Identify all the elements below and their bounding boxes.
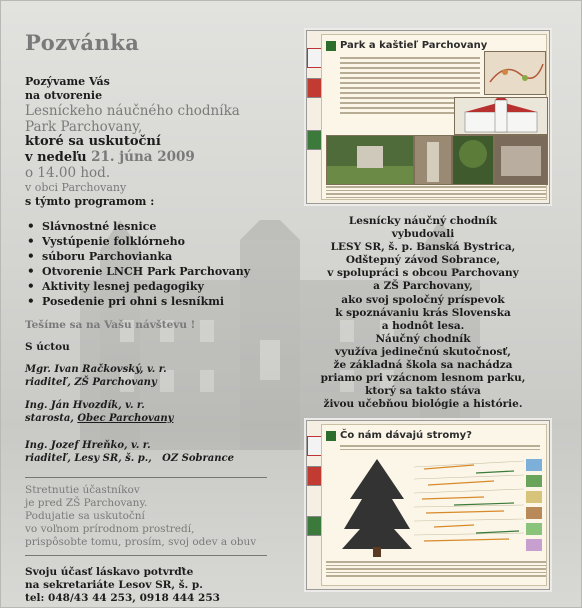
program-item: • Otvorenie LNCH Park Parchovany (25, 264, 295, 279)
program-item-continuation: • súboru Parchovianka (25, 249, 295, 264)
trail-description: Lesnícky náučný chodník vybudovali LESY SR, š. p. Banská Bystrica, Odštepný závod Sobrance, v spolupráci s obcou Parchovany a ZŠ Parchovany, ako svoj spoločný príspevok k spoznávaniu krás Slovenska a hodnôt lesa. Náučný chodník využíva jedinečnú skutočnosť, že základná škola sa nachádza priamo pri vzácnom lesnom parku, ktorý sa takto stáva živou učebňou biológie a histórie. (320, 215, 526, 411)
program-list (25, 219, 295, 309)
event-place: v obci Parchovany (25, 181, 127, 194)
tree-photo-image (452, 135, 494, 185)
poster-title-marker (326, 41, 336, 51)
signature-name: Ing. Jozef Hreňko, v. r. (25, 440, 151, 451)
signature-block (25, 363, 295, 389)
divider (25, 555, 267, 556)
castle-drawing-image (454, 97, 548, 135)
page-title: Pozvánka (25, 30, 140, 55)
poster-footer-text (326, 561, 546, 580)
invite-line: ktoré sa uskutoční (25, 134, 161, 149)
signature-block (25, 399, 295, 425)
signature-name: Mgr. Ivan Račkovský, v. r. (25, 364, 167, 375)
poster-title-marker (326, 431, 336, 441)
tree-benefits-diagram (414, 457, 546, 557)
invite-line: Pozývame Vás (25, 75, 110, 88)
signature-role: starosta, Obec Parchovany (25, 413, 174, 424)
program-item: • Posedenie pri ohni s lesníkmi (25, 294, 295, 309)
signature-block (25, 439, 295, 465)
program-item: • Vystúpenie folklórneho (25, 234, 295, 249)
invite-line: na otvorenie (25, 89, 103, 102)
invitation-text-column (25, 30, 295, 605)
spruce-tree-icon (342, 459, 412, 557)
signature-name: Ing. Ján Hvozdík, v. r. (25, 400, 145, 411)
event-date-line (25, 149, 295, 165)
closing-text: Tešíme sa na Vašu návštevu ! (25, 319, 196, 331)
meeting-info: Stretnutie účastníkov je pred ZŠ Parchovany. Podujatie sa uskutoční vo voľnom prírodnom prostredí, prispôsobte tomu, prosím, svoj odev a obuv (25, 484, 257, 548)
park-name: Park Parchovany, (25, 119, 143, 135)
program-item: • Slávnostné lesnice (25, 219, 295, 234)
program-item: • Aktivity lesnej pedagogiky (25, 279, 295, 294)
divider (25, 477, 267, 478)
trail-name: Lesníckeho náučného chodníka (25, 103, 240, 119)
program-intro: s týmto programom : (25, 195, 155, 208)
poster-board (321, 424, 547, 586)
event-time: o 14.00 hod. (25, 165, 111, 181)
poster-text-lines (340, 445, 540, 452)
poster-title: Čo nám dávajú stromy? (340, 430, 472, 441)
poster-title: Park a kaštieľ Parchovany (340, 40, 488, 51)
event-date: 21. júna 2009 (91, 149, 195, 165)
signature-role: riaditeľ, ZŠ Parchovany (25, 377, 157, 388)
building-photo-image (494, 135, 548, 185)
church-photo-image (414, 135, 452, 185)
date-prefix: v nedeľu (25, 150, 87, 165)
trees-poster-image (306, 420, 550, 590)
poster-footer-text (326, 186, 546, 201)
signature-role: riaditeľ, Lesy SR, š. p., OZ Sobrance (25, 453, 235, 464)
map-image (484, 51, 546, 95)
regards-text: S úctou (25, 341, 70, 353)
park-photo-image (326, 135, 414, 185)
park-poster-image (306, 30, 550, 204)
poster-board (321, 34, 547, 200)
confirmation-info: Svoju účasť láskavo potvrďte na sekretariáte Lesov SR, š. p. tel: 048/43 44 253, 0918 444 253 (25, 566, 220, 604)
